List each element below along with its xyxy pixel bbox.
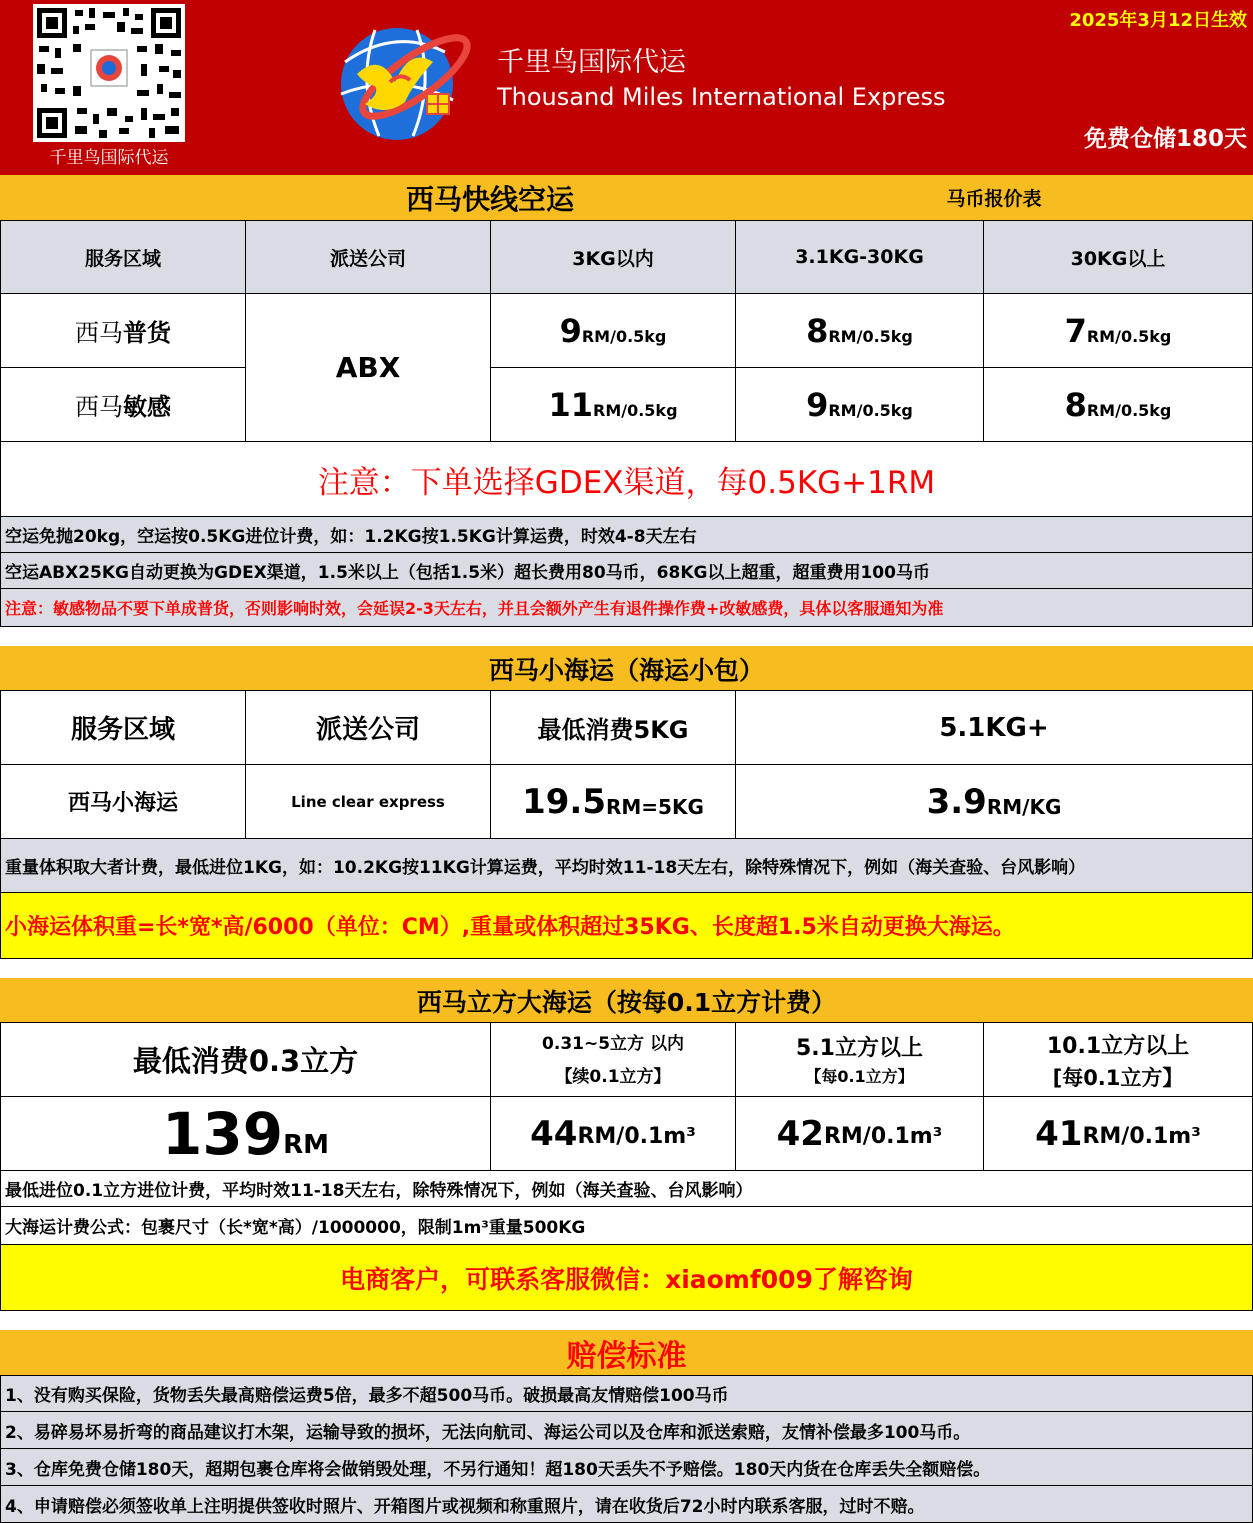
small-sea-header-min: 最低消费5KG xyxy=(490,690,736,765)
compensation-item: 3、仓库免费仓储180天，超期包裹仓库将会做销毁处理，不另行通知！超180天丢失不予赔偿。180天内货在仓库丢失全额赔偿。 xyxy=(0,1448,1253,1486)
company-name-cn: 千里鸟国际代运 xyxy=(497,47,686,78)
price-value: 42 xyxy=(776,1113,824,1154)
effective-date: 2025年3月12日生效 xyxy=(1069,10,1247,31)
big-sea-note-1: 最低进位0.1立方进位计费，平均时效11-18天左右，除特殊情况下，例如（海关查验、台风影响） xyxy=(0,1170,1253,1207)
air-price-cell xyxy=(983,367,1253,442)
air-price-cell xyxy=(490,367,736,442)
region-prefix: 西马 xyxy=(75,319,123,347)
compensation-item: 4、申请赔偿必须签收单上注明提供签收时照片、开箱图片或视频和称重照片，请在收货后72小时内联系客服，过时不赔。 xyxy=(0,1485,1253,1523)
big-sea-min-price xyxy=(0,1096,491,1171)
small-sea-title: 西马小海运（海运小包） xyxy=(0,646,1253,691)
price-unit: RM/0.5kg xyxy=(828,401,913,420)
free-storage-label: 免费仓储180天 xyxy=(1083,126,1247,152)
air-notice: 注意：下单选择GDEX渠道，每0.5KG+1RM xyxy=(0,441,1253,517)
small-sea-min-price xyxy=(490,764,736,839)
price-unit: RM=5KG xyxy=(606,794,704,819)
air-region-sensitive xyxy=(0,367,246,442)
price-value: 139 xyxy=(162,1099,284,1168)
price-unit: RM/0.5kg xyxy=(1086,401,1172,420)
air-note-3: 注意：敏感物品不要下单成普货，否则影响时效，会延误2-3天左右，并且会额外产生有退件操作费+改敏感费，具体以客服通知为准 xyxy=(0,588,1253,627)
big-sea-tier-3-header xyxy=(983,1022,1253,1097)
small-sea-price xyxy=(735,764,1253,839)
big-sea-tier-1-header xyxy=(490,1022,736,1097)
tier-range: 5.1立方以上 xyxy=(796,1036,923,1061)
big-sea-min-label: 最低消费0.3立方 xyxy=(0,1022,491,1097)
price-unit: RM/0.5kg xyxy=(1086,327,1172,346)
air-price-cell xyxy=(983,293,1253,368)
tier-unit: 【续0.1立方】 xyxy=(555,1067,671,1087)
price-unit: RM/0.1m³ xyxy=(577,1124,696,1149)
tier-range: 0.31~5立方 以内 xyxy=(542,1034,684,1054)
small-sea-header-rate: 5.1KG+ xyxy=(735,690,1253,765)
price-value: 7 xyxy=(1064,311,1087,350)
air-note-1: 空运免抛20kg，空运按0.5KG进位计费，如：1.2KG按1.5KG计算运费，时效4-8天左右 xyxy=(0,516,1253,553)
small-sea-note-1: 重量体积取大者计费，最低进位1KG，如：10.2KG按11KG计算运费，平均时效11-18天左右，除特殊情况下，例如（海关查验、台风影响） xyxy=(0,838,1253,893)
compensation-item: 1、没有购买保险，货物丢失最高赔偿运费5倍，最多不超500马币。破损最高友情赔偿100马币 xyxy=(0,1375,1253,1412)
price-value: 8 xyxy=(806,311,829,350)
air-carrier: ABX xyxy=(245,293,491,442)
company-logo-icon xyxy=(335,22,480,144)
air-note-2: 空运ABX25KG自动更换为GDEX渠道，1.5米以上（包括1.5米）超长费用80马币，68KG以上超重，超重费用100马币 xyxy=(0,552,1253,589)
price-value: 9 xyxy=(806,385,829,424)
air-header-region: 服务区域 xyxy=(0,220,246,294)
compensation-item: 2、易碎易坏易折弯的商品建议打木架，运输导致的损坏，无法向航司、海运公司以及仓库和派送索赔，友情补偿最多100马币。 xyxy=(0,1411,1253,1449)
air-price-cell xyxy=(735,293,984,368)
region-prefix: 西马 xyxy=(75,393,123,421)
wechat-contact: 电商客户，可联系客服微信：xiaomf009了解咨询 xyxy=(0,1244,1253,1311)
price-value: 44 xyxy=(530,1113,578,1154)
region-type: 敏感 xyxy=(123,393,171,421)
air-header-tier1: 3KG以内 xyxy=(490,220,736,294)
small-sea-carrier: Line clear express xyxy=(245,764,491,839)
small-sea-note-2: 小海运体积重=长*宽*高/6000（单位：CM）,重量或体积超过35KG、长度超1.5米自动更换大海运。 xyxy=(0,892,1253,959)
price-value: 11 xyxy=(548,385,593,424)
big-sea-tier-price xyxy=(490,1096,736,1171)
region-type: 普货 xyxy=(123,319,171,347)
air-price-cell xyxy=(490,293,736,368)
big-sea-title: 西马立方大海运（按每0.1立方计费） xyxy=(0,978,1253,1023)
price-unit: RM/KG xyxy=(986,794,1062,819)
company-name-en: Thousand Miles International Express xyxy=(497,83,946,111)
price-value: 3.9 xyxy=(926,781,987,822)
big-sea-note-2: 大海运计费公式：包裹尺寸（长*宽*高）/1000000，限制1m³重量500KG xyxy=(0,1206,1253,1245)
air-header-tier3: 30KG以上 xyxy=(983,220,1253,294)
air-price-cell xyxy=(735,367,984,442)
big-sea-tier-2-header xyxy=(735,1022,984,1097)
small-sea-region: 西马小海运 xyxy=(0,764,246,839)
price-value: 41 xyxy=(1035,1113,1083,1154)
compensation-title: 赔偿标准 xyxy=(0,1330,1253,1376)
air-subtitle: 马币报价表 xyxy=(946,188,1042,210)
price-unit: RM/0.5kg xyxy=(593,401,678,420)
tier-range: 10.1立方以上 xyxy=(1046,1034,1190,1059)
tier-unit: 【每0.1立方】 xyxy=(805,1067,914,1086)
qr-code-icon xyxy=(33,4,185,142)
price-value: 8 xyxy=(1064,385,1087,424)
tier-unit: [每0.1立方】 xyxy=(1052,1066,1184,1090)
air-region-general xyxy=(0,293,246,368)
air-header-tier2: 3.1KG-30KG xyxy=(735,220,984,294)
price-unit: RM/0.1m³ xyxy=(823,1124,943,1149)
qr-caption: 千里鸟国际代运 xyxy=(49,148,169,168)
small-sea-header-region: 服务区域 xyxy=(0,690,246,765)
big-sea-tier-price xyxy=(983,1096,1253,1171)
price-value: 19.5 xyxy=(522,781,606,822)
air-title: 西马快线空运 xyxy=(405,182,574,216)
price-unit: RM/0.5kg xyxy=(828,327,913,346)
price-value: 9 xyxy=(559,311,582,350)
small-sea-header-carrier: 派送公司 xyxy=(245,690,491,765)
air-header-carrier: 派送公司 xyxy=(245,220,491,294)
price-unit: RM/0.5kg xyxy=(581,327,667,346)
price-unit: RM xyxy=(283,1129,329,1160)
price-unit: RM/0.1m³ xyxy=(1082,1124,1201,1149)
big-sea-tier-price xyxy=(735,1096,984,1171)
